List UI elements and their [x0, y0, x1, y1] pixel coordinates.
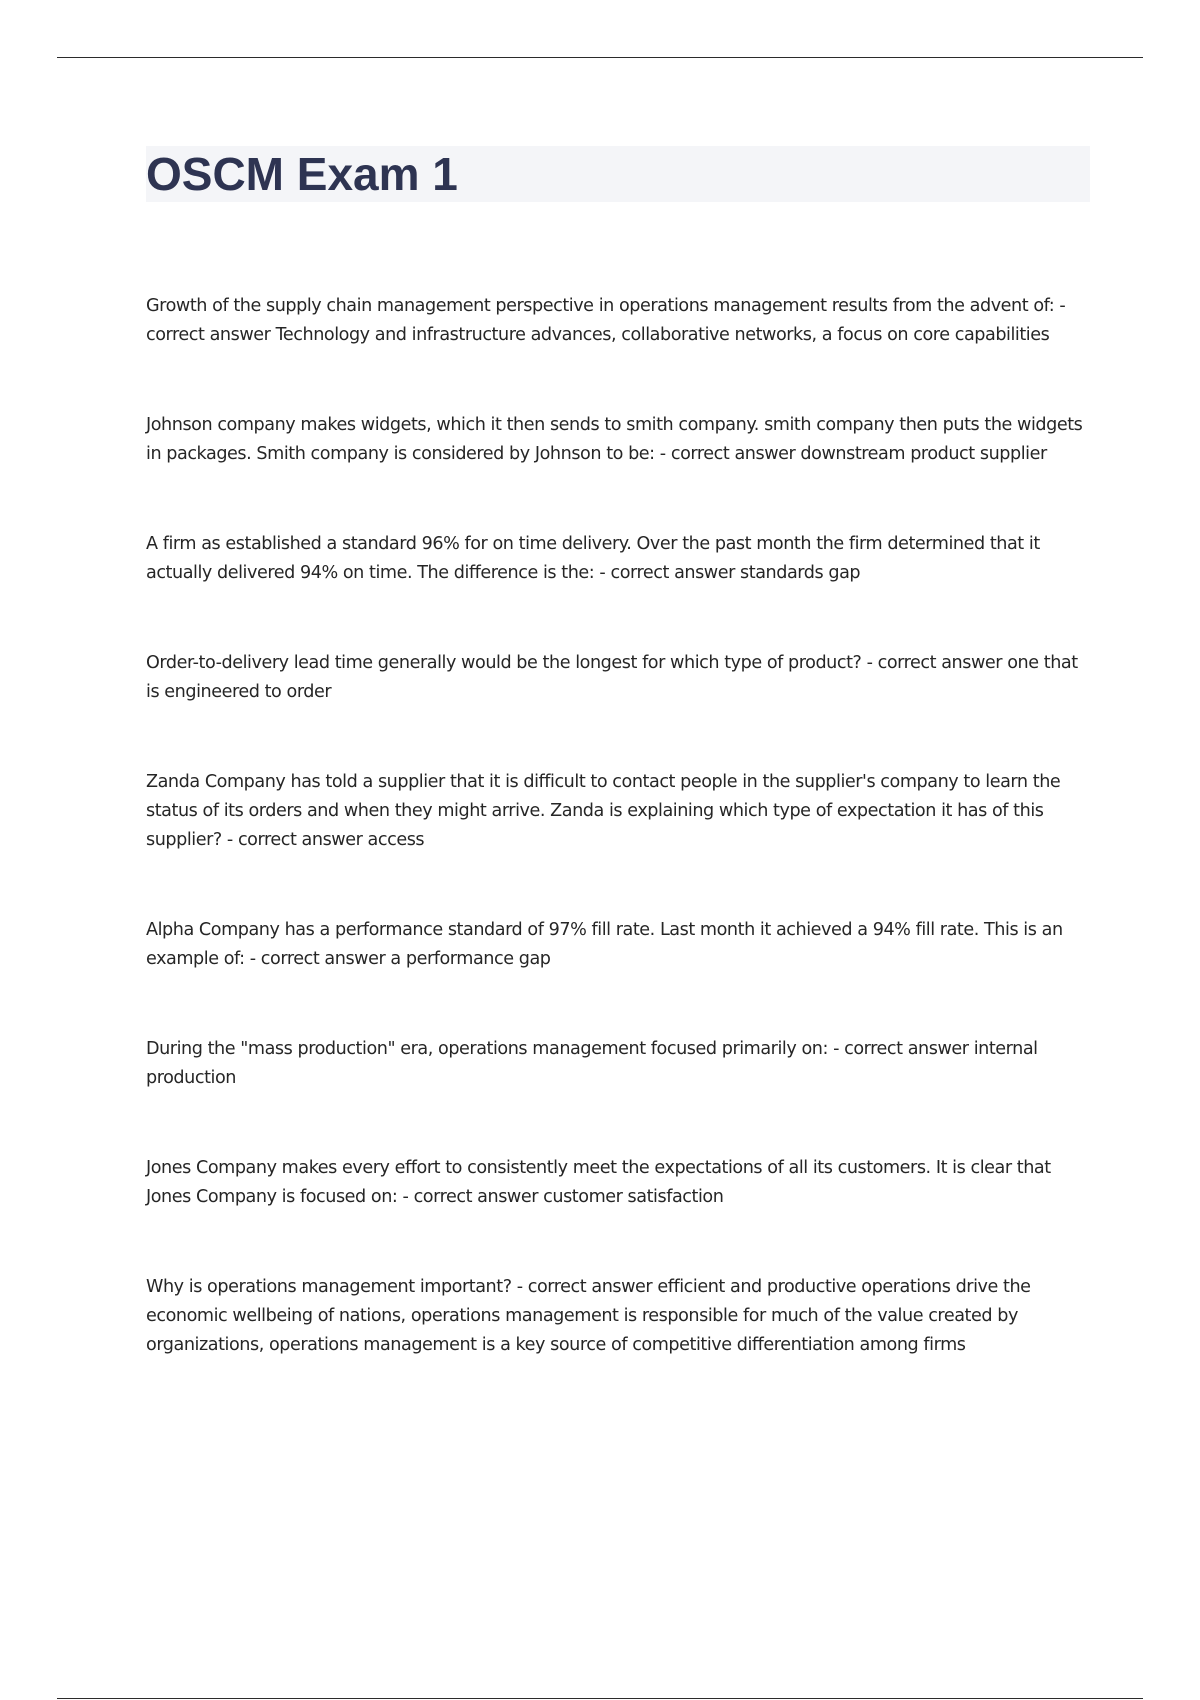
qa-item: Jones Company makes every effort to consistently meet the expectations of all its customers. It is clear that Jones Company is focused on: - correct answer customer satisfaction [146, 1158, 1051, 1207]
qa-item: Zanda Company has told a supplier that it is difficult to contact people in the supplier's company to learn the status of its orders and when they might arrive. Zanda is explaining which type of expectation it has of this supplier? - correct answer access [146, 772, 1061, 850]
top-divider [57, 57, 1143, 58]
question-answer-list [146, 292, 1091, 1360]
qa-item: Order-to-delivery lead time generally would be the longest for which type of product? - correct answer one that is engineered to order [146, 653, 1078, 702]
qa-item: Why is operations management important? - correct answer efficient and productive operations drive the economic wellbeing of nations, operations management is responsible for much of the value created by organizations, operations management is a key source of competitive differentiation among firms [146, 1277, 1031, 1355]
qa-item: Growth of the supply chain management perspective in operations management results from the advent of: - correct answer Technology and infrastructure advances, collaborative networks, a focus on core capabilities [146, 296, 1066, 345]
qa-item: Alpha Company has a performance standard of 97% fill rate. Last month it achieved a 94% fill rate. This is an example of: - correct answer a performance gap [146, 920, 1063, 969]
qa-item: Johnson company makes widgets, which it then sends to smith company. smith company then puts the widgets in packages. Smith company is considered by Johnson to be: - correct answer downstream product supplier [146, 415, 1083, 464]
document-title: OSCM Exam 1 [146, 148, 458, 200]
bottom-divider [57, 1698, 1143, 1699]
qa-item: A firm as established a standard 96% for on time delivery. Over the past month the firm determined that it actually delivered 94% on time. The difference is the: - correct answer standards gap [146, 534, 1040, 583]
qa-item: During the "mass production" era, operations management focused primarily on: - correct answer internal production [146, 1039, 1038, 1088]
